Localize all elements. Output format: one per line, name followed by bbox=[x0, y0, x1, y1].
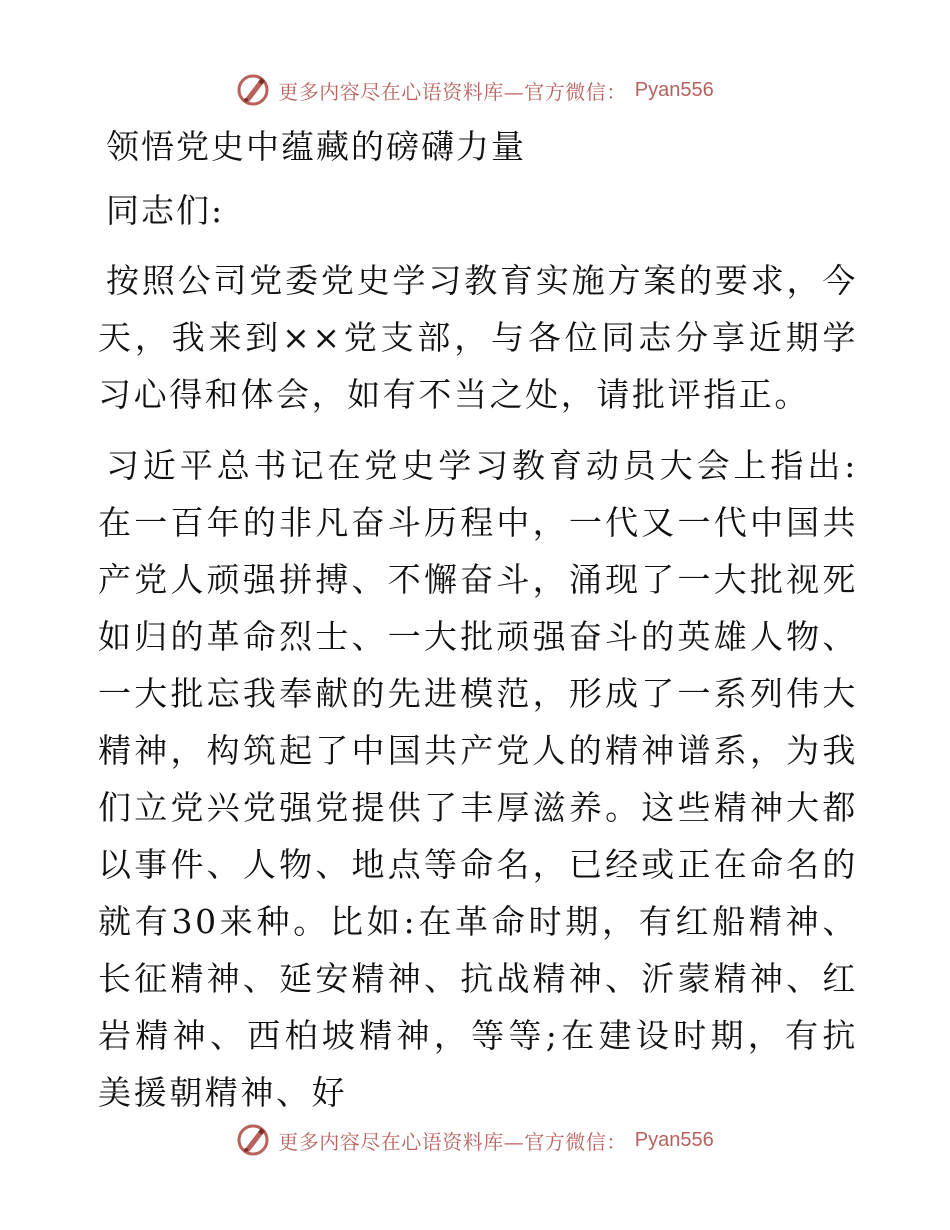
paragraph-2: 习近平总书记在党史学习教育动员大会上指出:在一百年的非凡奋斗历程中，一代又一代中国共产党人顽强拼搏、不懈奋斗，涌现了一大批视死如归的革命烈士、一大批顽强奋斗的英雄人物、一大批忘我奉献的先进模范，形成了一系列伟大精神，构筑起了中国共产党人的精神谱系，为我们立党兴党强党提供了丰厚滋养。这些精神大都以事件、人物、地点等命名，已经或正在命名的就有30来种。比如:在革命时期，有红船精神、长征精神、延安精神、抗战精神、沂蒙精神、红岩精神、西柏坡精神，等等;在建设时期，有抗美援朝精神、好 bbox=[98, 446, 858, 1112]
document-body bbox=[98, 122, 858, 1135]
salutation: 同志们: bbox=[106, 191, 225, 230]
pen-seal-icon bbox=[236, 73, 270, 107]
header-watermark bbox=[0, 68, 950, 112]
paragraph-1: 按照公司党委党史学习教育实施方案的要求，今天，我来到××党支部，与各位同志分享近期学习心得和体会，如有不当之处，请批评指正。 bbox=[98, 261, 858, 414]
watermark-text: 更多内容尽在心语资料库—官方微信： bbox=[278, 1129, 627, 1154]
footer-watermark bbox=[0, 1118, 950, 1162]
watermark-text: 更多内容尽在心语资料库—官方微信： bbox=[278, 79, 627, 104]
pen-seal-icon bbox=[236, 1123, 270, 1157]
document-title: 领悟党史中蕴藏的磅礴力量 bbox=[106, 127, 526, 166]
watermark-handle: Pyan556 bbox=[634, 78, 714, 101]
watermark-handle: Pyan556 bbox=[634, 1128, 714, 1151]
